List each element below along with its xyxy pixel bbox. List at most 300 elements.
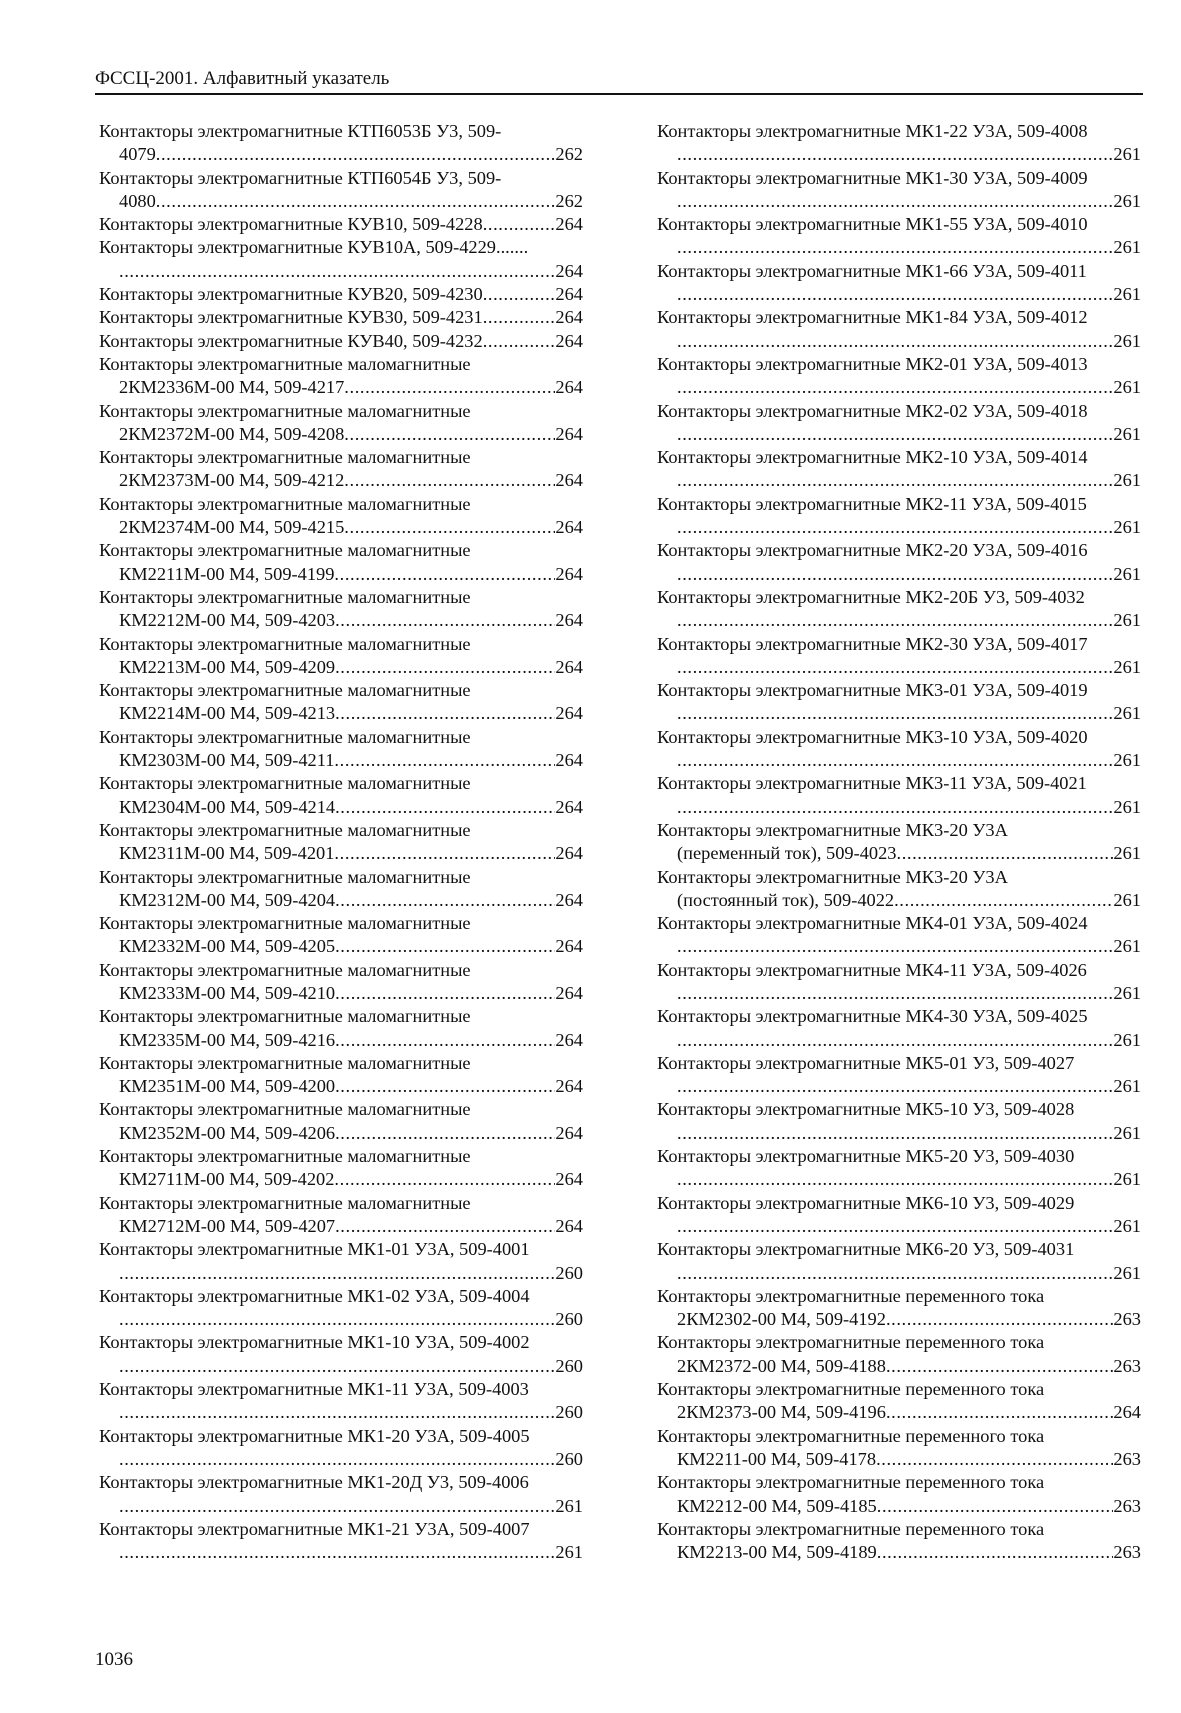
index-entry [657,679,1141,726]
entry-title: Контакторы электромагнитные МК1-22 У3А, 509-4008 [657,121,1088,141]
leader-line [99,469,583,492]
dot-leader [877,1541,1114,1564]
leader-line [99,842,583,865]
leader-line [99,1308,583,1331]
leader-line [657,1122,1141,1145]
index-entry [99,959,583,1006]
dot-leader [677,702,1113,725]
index-entry [657,167,1141,214]
entry-title: Контакторы электромагнитные МК1-11 У3А, 509-4003 [99,1379,529,1400]
index-entry [99,912,583,959]
entry-title: Контакторы электромагнитные МК3-01 У3А, 509-4019 [657,680,1088,701]
entry-subtitle: 2КМ2336М-00 М4, 509-4217 [119,377,345,398]
index-entry [657,1192,1141,1239]
dot-leader [677,190,1113,213]
leader-line [657,889,1141,912]
leader-line [99,306,583,329]
index-entry [657,493,1141,540]
leader-line [657,376,1141,399]
entry-subtitle: КМ2712М-00 М4, 509-4207 [119,1215,336,1236]
entry-subtitle: КМ2352М-00 М4, 509-4206 [119,1122,336,1143]
dot-leader [119,1401,555,1424]
page-ref: 264 [555,260,583,281]
entry-title: Контакторы электромагнитные маломагнитные [99,959,471,980]
dot-leader [677,1029,1113,1052]
entry-title: Контакторы электромагнитные МК1-20Д У3, 509-4006 [99,1472,529,1493]
index-entry [657,1471,1141,1518]
page-ref: 261 [1113,517,1141,538]
index-entry [99,1471,583,1518]
entry-title: Контакторы электромагнитные МК2-20Б У3, 509-4032 [657,586,1085,607]
entry-title: Контакторы электромагнитные МК1-01 У3А, 509-4001 [99,1239,530,1260]
page-ref: 264 [555,1215,583,1236]
page-ref: 261 [1113,1262,1141,1283]
entry-subtitle: (переменный ток), 509-4023 [677,843,897,864]
dot-leader [677,143,1113,166]
index-entry [99,236,583,283]
page-ref: 261 [1113,377,1141,398]
index-entry [99,1331,583,1378]
index-entry [99,1052,583,1099]
entry-subtitle: 2КМ2372-00 М4, 509-4188 [677,1355,886,1376]
dot-leader [677,1215,1113,1238]
entry-subtitle: 2КМ2373М-00 М4, 509-4212 [119,470,345,491]
entry-title: Контакторы электромагнитные КУВ10А, 509-4229....... [99,237,529,258]
entry-subtitle: (постоянный ток), 509-4022 [677,889,895,910]
leader-line [657,423,1141,446]
page-ref: 264 [555,750,583,771]
dot-leader [119,1308,555,1331]
page-ref: 264 [555,423,583,444]
index-entry [657,1285,1141,1332]
entry-title: Контакторы электромагнитные маломагнитные [99,680,471,701]
index-entry [657,1145,1141,1192]
page-ref: 260 [555,1355,583,1376]
entry-subtitle: 4080 [119,190,156,211]
leader-line [657,190,1141,213]
index-entry [99,866,583,913]
page-ref: 264 [555,610,583,631]
entry-subtitle: КМ2304М-00 М4, 509-4214 [119,796,336,817]
page-ref: 264 [555,214,583,235]
index-column-left [99,120,583,1564]
entry-title: Контакторы электромагнитные МК1-66 У3А, 509-4011 [657,260,1087,281]
entry-subtitle: КМ2213-00 М4, 509-4189 [677,1542,877,1563]
page-ref: 260 [555,1448,583,1469]
entry-subtitle: КМ2214М-00 М4, 509-4213 [119,703,336,724]
entry-title: Контакторы электромагнитные маломагнитные [99,447,471,468]
index-entry [657,819,1141,866]
dot-leader [335,982,555,1005]
index-entry [99,1378,583,1425]
leader-line [99,1355,583,1378]
leader-line [657,1495,1141,1518]
index-entry [657,1052,1141,1099]
leader-line [99,516,583,539]
leader-line [657,469,1141,492]
entry-title: Контакторы электромагнитные МК1-84 У3А, 509-4012 [657,307,1088,328]
index-entry [99,726,583,773]
entry-title: Контакторы электромагнитные МК2-11 У3А, 509-4015 [657,493,1087,514]
index-entry [99,446,583,493]
entry-title: Контакторы электромагнитные МК1-55 У3А, 509-4010 [657,214,1088,235]
entry-subtitle: 4079 [119,144,156,165]
entry-title: Контакторы электромагнитные МК1-10 У3А, 509-4002 [99,1332,530,1353]
index-entry [657,213,1141,260]
page-ref: 264 [555,843,583,864]
page-ref: 261 [1113,144,1141,165]
entry-title: Контакторы электромагнитные маломагнитные [99,540,471,561]
dot-leader [677,656,1113,679]
page-ref: 264 [555,656,583,677]
entry-title: Контакторы электромагнитные МК5-01 У3, 509-4027 [657,1052,1075,1073]
entry-title: Контакторы электромагнитные МК1-21 У3А, 509-4007 [99,1518,530,1539]
page-ref: 261 [1113,703,1141,724]
dot-leader [876,1448,1113,1471]
entry-title: Контакторы электромагнитные маломагнитные [99,1192,471,1213]
page-ref: 261 [1113,563,1141,584]
dot-leader [344,376,555,399]
entry-title: Контакторы электромагнитные маломагнитные [99,1146,471,1167]
index-entry [657,633,1141,680]
entry-title: Контакторы электромагнитные МК2-20 У3А, 509-4016 [657,540,1088,561]
entry-subtitle: КМ2711М-00 М4, 509-4202 [119,1169,335,1190]
index-entry [99,283,583,306]
entry-title: Контакторы электромагнитные маломагнитные [99,866,471,887]
index-entry [657,1425,1141,1472]
entry-title: Контакторы электромагнитные МК2-02 У3А, 509-4018 [657,400,1088,421]
page-ref: 264 [555,1076,583,1097]
leader-line [99,1262,583,1285]
page-ref: 261 [1113,190,1141,211]
leader-line [657,283,1141,306]
page-ref: 264 [555,377,583,398]
page-ref: 261 [1113,1169,1141,1190]
index-entry [657,1238,1141,1285]
page-ref: 264 [555,307,583,328]
leader-line [657,1541,1141,1564]
entry-subtitle: КМ2303М-00 М4, 509-4211 [119,750,335,771]
entry-subtitle: 2КМ2302-00 М4, 509-4192 [677,1309,886,1330]
leader-line [657,330,1141,353]
dot-leader [335,935,555,958]
dot-leader [119,1262,555,1285]
index-entry [657,353,1141,400]
page-ref: 261 [1113,1029,1141,1050]
leader-line [657,935,1141,958]
entry-title: Контакторы электромагнитные КТП6053Б У3, 509- [99,121,502,141]
entry-title: Контакторы электромагнитные КУВ40, 509-4232 [99,330,483,351]
page-ref: 261 [1113,237,1141,258]
entry-subtitle: КМ2212М-00 М4, 509-4203 [119,610,336,631]
page-ref: 261 [1113,750,1141,771]
entry-title: Контакторы электромагнитные МК1-02 У3А, 509-4004 [99,1285,530,1306]
entry-title: Контакторы электромагнитные маломагнитные [99,773,471,794]
index-entry [99,1425,583,1472]
leader-line [99,213,583,236]
page-ref: 264 [555,889,583,910]
index-entry [657,446,1141,493]
dot-leader [877,1495,1114,1518]
leader-line [99,376,583,399]
page-ref: 261 [1113,796,1141,817]
page-ref: 261 [1113,936,1141,957]
leader-line [99,283,583,306]
page-ref: 261 [1113,423,1141,444]
entry-subtitle: КМ2213М-00 М4, 509-4209 [119,656,336,677]
leader-line [99,1168,583,1191]
page-ref: 261 [1113,330,1141,351]
entry-title: Контакторы электромагнитные МК3-20 У3А [657,819,1008,840]
index-entry [657,1098,1141,1145]
entry-title: Контакторы электромагнитные МК1-30 У3А, 509-4009 [657,167,1088,188]
leader-line [657,1215,1141,1238]
page-ref: 261 [1113,610,1141,631]
entry-title: Контакторы электромагнитные МК2-10 У3А, 509-4014 [657,447,1088,468]
page-ref: 264 [555,1169,583,1190]
page-ref: 260 [555,1402,583,1423]
entry-subtitle: КМ2212-00 М4, 509-4185 [677,1495,877,1516]
leader-line [99,609,583,632]
index-entry [657,726,1141,773]
entry-title: Контакторы электромагнитные переменного тока [657,1472,1045,1493]
entry-title: Контакторы электромагнитные МК1-20 У3А, 509-4005 [99,1425,530,1446]
page-ref: 261 [1113,843,1141,864]
leader-line [99,1215,583,1238]
leader-line [99,1541,583,1564]
entry-subtitle: КМ2312М-00 М4, 509-4204 [119,889,336,910]
dot-leader [119,1355,555,1378]
index-entry [99,213,583,236]
dot-leader [677,283,1113,306]
leader-line [99,563,583,586]
index-entry [657,586,1141,633]
index-entry [657,306,1141,353]
dot-leader [886,1401,1113,1424]
entry-subtitle: 2КМ2374М-00 М4, 509-4215 [119,517,345,538]
page-ref: 263 [1113,1448,1141,1469]
dot-leader [335,1029,555,1052]
page-ref: 261 [1113,1122,1141,1143]
index-entry [99,493,583,540]
index-entry [99,679,583,726]
page-ref: 262 [555,144,583,165]
entry-title: Контакторы электромагнитные переменного тока [657,1379,1045,1400]
page-ref: 264 [555,563,583,584]
dot-leader [119,260,555,283]
leader-line [99,656,583,679]
page-ref: 263 [1113,1309,1141,1330]
index-entry [99,819,583,866]
dot-leader [119,1541,555,1564]
leader-line [99,260,583,283]
page-ref: 261 [1113,889,1141,910]
entry-title: Контакторы электромагнитные маломагнитные [99,400,471,421]
index-entry [99,633,583,680]
index-entry [657,912,1141,959]
dot-leader [334,842,555,865]
entry-title: Контакторы электромагнитные МК5-10 У3, 509-4028 [657,1099,1075,1120]
page-ref: 264 [555,470,583,491]
page-ref: 261 [555,1542,583,1563]
page-ref: 261 [555,1495,583,1516]
dot-leader [677,330,1113,353]
index-entry [99,306,583,329]
leader-line [99,1495,583,1518]
leader-line [99,982,583,1005]
entry-title: Контакторы электромагнитные переменного тока [657,1285,1045,1306]
leader-line [99,423,583,446]
index-entry [99,120,583,167]
dot-leader [886,1308,1113,1331]
entry-title: Контакторы электромагнитные МК6-20 У3, 509-4031 [657,1239,1075,1260]
dot-leader [335,1215,555,1238]
index-entry [99,539,583,586]
page-ref: 260 [555,1262,583,1283]
entry-subtitle: КМ2333М-00 М4, 509-4210 [119,982,336,1003]
index-entry [99,353,583,400]
entry-title: Контакторы электромагнитные МК5-20 У3, 509-4030 [657,1146,1075,1167]
entry-subtitle: 2КМ2372М-00 М4, 509-4208 [119,423,345,444]
dot-leader [483,330,556,353]
leader-line [657,1262,1141,1285]
dot-leader [335,796,555,819]
leader-line [657,749,1141,772]
entry-title: Контакторы электромагнитные МК6-10 У3, 509-4029 [657,1192,1075,1213]
dot-leader [483,213,556,236]
index-entry [99,1145,583,1192]
dot-leader [335,702,555,725]
index-entry [99,330,583,353]
dot-leader [334,563,555,586]
leader-line [657,516,1141,539]
entry-title: Контакторы электромагнитные МК4-11 У3А, 509-4026 [657,959,1087,980]
page-ref: 264 [555,982,583,1003]
leader-line [657,1401,1141,1424]
entry-title: Контакторы электромагнитные маломагнитные [99,493,471,514]
index-entry [657,260,1141,307]
leader-line [99,1122,583,1145]
dot-leader [119,1495,555,1518]
index-entry [99,586,583,633]
index-entry [657,1331,1141,1378]
leader-line [657,796,1141,819]
dot-leader [677,749,1113,772]
leader-line [657,1029,1141,1052]
index-entry [657,1378,1141,1425]
dot-leader [677,423,1113,446]
leader-line [657,1448,1141,1471]
leader-line [99,889,583,912]
page-ref: 261 [1113,1076,1141,1097]
index-entry [99,167,583,214]
dot-leader [897,842,1114,865]
leader-line [657,1355,1141,1378]
index-entry [657,1518,1141,1565]
page-ref: 261 [1113,982,1141,1003]
page-header: ФССЦ-2001. Алфавитный указатель [95,68,390,89]
index-entry [99,772,583,819]
index-entry [657,866,1141,913]
index-entry [657,959,1141,1006]
page-ref: 262 [555,190,583,211]
page-number: 1036 [95,1649,133,1670]
leader-line [99,1029,583,1052]
index-entry [99,400,583,447]
dot-leader [677,469,1113,492]
entry-title: Контакторы электромагнитные маломагнитные [99,1052,471,1073]
entry-title: Контакторы электромагнитные МК2-01 У3А, 509-4013 [657,353,1088,374]
leader-line [99,190,583,213]
dot-leader [335,656,555,679]
dot-leader [344,516,555,539]
dot-leader [335,1075,555,1098]
page-ref: 264 [555,330,583,351]
entry-title: Контакторы электромагнитные переменного тока [657,1332,1045,1353]
header-rule [95,93,1143,95]
entry-subtitle: КМ2332М-00 М4, 509-4205 [119,936,336,957]
index-entry [657,400,1141,447]
dot-leader [344,423,555,446]
page-ref: 264 [555,703,583,724]
entry-title: Контакторы электромагнитные маломагнитные [99,1006,471,1027]
page-ref: 264 [555,1122,583,1143]
index-entry [99,1098,583,1145]
dot-leader [677,982,1113,1005]
page-ref: 263 [1113,1495,1141,1516]
entry-subtitle: КМ2335М-00 М4, 509-4216 [119,1029,336,1050]
page-ref: 263 [1113,1542,1141,1563]
entry-title: Контакторы электромагнитные маломагнитные [99,633,471,654]
leader-line [657,656,1141,679]
dot-leader [677,1168,1113,1191]
dot-leader [677,609,1113,632]
dot-leader [119,1448,555,1471]
dot-leader [677,1262,1113,1285]
leader-line [657,1075,1141,1098]
entry-title: Контакторы электромагнитные МК4-30 У3А, 509-4025 [657,1006,1088,1027]
entry-title: Контакторы электромагнитные маломагнитные [99,913,471,934]
page-ref: 264 [555,796,583,817]
page-ref: 261 [1113,470,1141,491]
dot-leader [335,889,555,912]
dot-leader [334,749,555,772]
dot-leader [677,563,1113,586]
leader-line [657,982,1141,1005]
leader-line [657,842,1141,865]
leader-line [657,563,1141,586]
dot-leader [483,283,556,306]
leader-line [99,702,583,725]
dot-leader [677,1075,1113,1098]
entry-title: Контакторы электромагнитные маломагнитные [99,1099,471,1120]
entry-title: Контакторы электромагнитные КУВ30, 509-4231 [99,307,483,328]
entry-subtitle: КМ2211М-00 М4, 509-4199 [119,563,335,584]
entry-subtitle: 2КМ2373-00 М4, 509-4196 [677,1402,886,1423]
dot-leader [677,516,1113,539]
entry-title: Контакторы электромагнитные переменного тока [657,1425,1045,1446]
entry-title: Контакторы электромагнитные КУВ10, 509-4228 [99,214,483,235]
page-ref: 263 [1113,1355,1141,1376]
entry-subtitle: КМ2311М-00 М4, 509-4201 [119,843,335,864]
leader-line [657,702,1141,725]
index-entry [657,539,1141,586]
dot-leader [483,306,556,329]
entry-title: Контакторы электромагнитные МК3-10 У3А, 509-4020 [657,726,1088,747]
leader-line [99,143,583,166]
dot-leader [677,796,1113,819]
entry-title: Контакторы электромагнитные МК2-30 У3А, 509-4017 [657,633,1088,654]
